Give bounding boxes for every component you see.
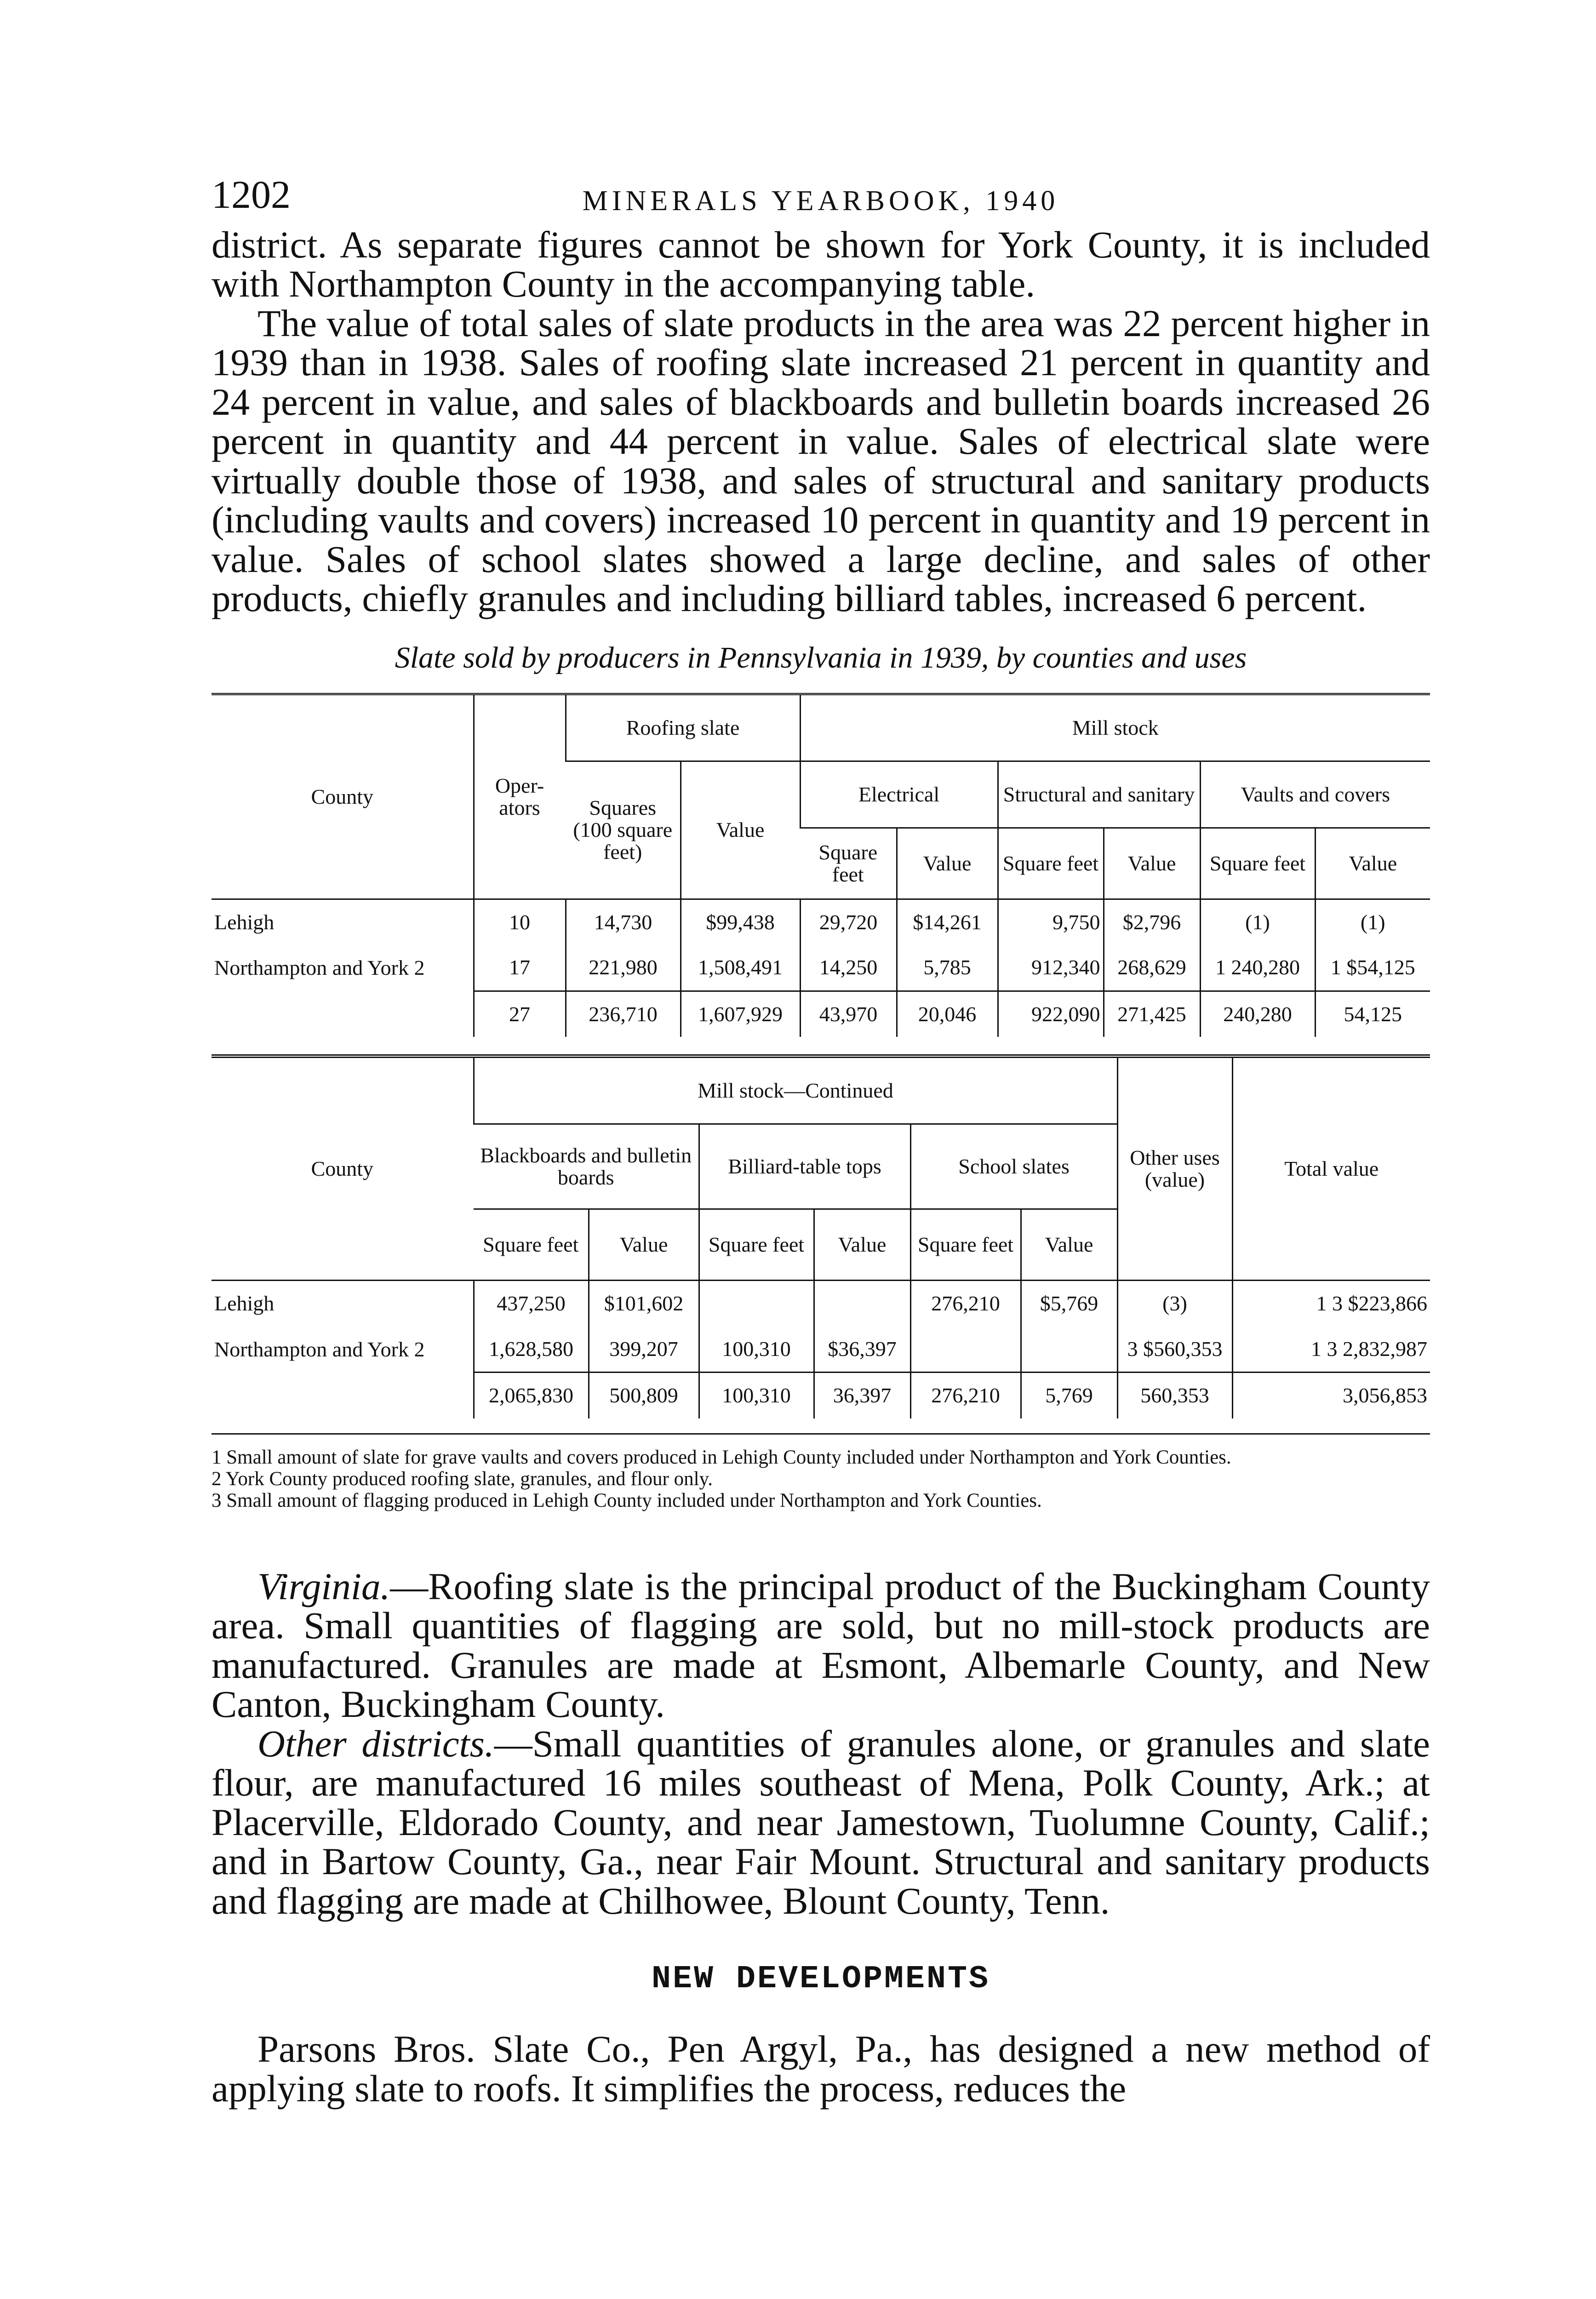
col-ss-value: Value [1021,1209,1117,1281]
row-roof-value: 1,607,929 [681,991,800,1037]
row-operators: 17 [474,945,566,991]
col-blackboards: Blackboards and bulletin boards [474,1124,699,1209]
col-vaults: Vaults and covers [1200,761,1430,828]
row-total: 1 3 $223,866 [1232,1281,1430,1327]
virginia-text: —Roofing slate is the principal product of the Buckingham County area. Small quantities of flagging are sold, but no mill-stock products are manufactured. Granules are made at Esmont, Albemarle County, and New Canton, Buckingham County. [212,1565,1430,1726]
page-header [212,172,1430,225]
slate-table-part-2 [212,1058,1430,1418]
footnote-2: 2 York County produced roofing slate, granules, and flour only. [212,1468,713,1490]
new-developments-paragraph [212,2030,1430,2108]
row-struct-value: 268,629 [1104,945,1200,991]
row-elec-value: 5,785 [897,945,998,991]
row-bt-value: 36,397 [814,1373,910,1418]
table-row [212,899,1430,945]
new-developments-text: Parsons Bros. Slate Co., Pen Argyl, Pa., has designed a new method of applying slate to roofs. It simplifies the process, reduces the [212,2028,1430,2110]
col-bb-value: Value [589,1209,699,1281]
row-bt-sqft: 100,310 [699,1327,814,1373]
table-total-row [212,991,1430,1037]
row-vault-sqft: 1 240,280 [1200,945,1315,991]
row-other: 560,353 [1117,1373,1232,1418]
row-other: 3 $560,353 [1117,1327,1232,1373]
row-vault-sqft: 240,280 [1200,991,1315,1037]
row-county: Lehigh [214,1292,275,1315]
col-total-value: Total value [1232,1058,1430,1281]
col-bt-sqft: Square feet [699,1209,814,1281]
col-bb-sqft: Square feet [474,1209,589,1281]
row-struct-sqft: 922,090 [998,991,1104,1037]
row-struct-sqft: 912,340 [998,945,1104,991]
col-mill-stock: Mill stock [800,694,1430,761]
running-title: MINERALS YEARBOOK, 1940 [582,185,1059,217]
slate-table-part-1 [212,693,1430,1037]
row-roof-value: 1,508,491 [681,945,800,991]
row-county [212,1373,474,1418]
row-vault-sqft: (1) [1200,899,1315,945]
footnote-3: 3 Small amount of flagging produced in Lehigh County included under Northampton and York Counties. [212,1490,1042,1512]
row-roof-value: $99,438 [681,899,800,945]
col-county: County [212,694,474,899]
col-elec-sqft: Square feet [800,828,897,899]
row-county: Northampton and York 2 [214,1337,425,1361]
row-elec-sqft: 29,720 [800,899,897,945]
row-elec-sqft: 14,250 [800,945,897,991]
col-struct-value: Value [1104,828,1200,899]
other-districts-paragraph [212,1724,1430,1921]
col-roof-squares: Squares (100 square feet) [566,761,681,899]
row-vault-value: 54,125 [1315,991,1430,1037]
col-ss-sqft: Square feet [910,1209,1021,1281]
footnote-1: 1 Small amount of slate for grave vaults and covers produced in Lehigh County included under Northampton and York Counties. [212,1446,1231,1468]
row-elec-sqft: 43,970 [800,991,897,1037]
col-roofing-slate: Roofing slate [566,694,800,761]
other-districts-text: —Small quantities of granules alone, or granules and slate flour, are manufactured 16 miles southeast of Mena, Polk County, Ark.; at Placerville, Eldorado County, and near Jamestown, Tuolumne County, Calif.; and in Bartow County, Ga., near Fair Mount. Structural and sanitary products and flagging are made at Chilhowee, Blount County, Tenn. [212,1722,1430,1922]
row-struct-value: $2,796 [1104,899,1200,945]
row-total: 1 3 2,832,987 [1232,1327,1430,1373]
table-row [212,1327,1430,1373]
intro-paragraph-2-text: The value of total sales of slate products in the area was 22 percent higher in 1939 than in 1938. Sales of roofing slate increased 21 percent in quantity and 24 percent in value, and sales of blackboards and bulletin boards increased 26 percent in quantity and 44 percent in value. Sales of electrical slate were virtually double those of 1938, and sales of structural and sanitary products (including vaults and covers) increased 10 percent in quantity and 19 percent in value. Sales of school slates showed a large decline, and sales of other products, chiefly granules and including billiard tables, increased 6 percent. [212,302,1430,620]
col-roof-value: Value [681,761,800,899]
virginia-paragraph [212,1567,1430,1724]
row-ss-sqft: 276,210 [910,1281,1021,1327]
col-bt-value: Value [814,1209,910,1281]
row-operators: 10 [474,899,566,945]
row-elec-value: 20,046 [897,991,998,1037]
row-county: Lehigh [214,910,275,934]
row-bb-value: $101,602 [589,1281,699,1327]
table-row [212,1281,1430,1327]
row-elec-value: $14,261 [897,899,998,945]
row-bt-value: $36,397 [814,1327,910,1373]
row-bb-value: 500,809 [589,1373,699,1418]
row-operators: 27 [474,991,566,1037]
table-total-row [212,1373,1430,1418]
row-squares: 221,980 [566,945,681,991]
other-districts-label: Other districts. [257,1722,494,1765]
col-school-slates: School slates [910,1124,1117,1209]
col-billiard: Billiard-table tops [699,1124,910,1209]
row-vault-value: (1) [1315,899,1430,945]
col-county: County [212,1058,474,1281]
col-vault-value: Value [1315,828,1430,899]
col-mill-stock-continued: Mill stock—Continued [474,1058,1117,1124]
row-squares: 236,710 [566,991,681,1037]
row-struct-value: 271,425 [1104,991,1200,1037]
col-elec-value: Value [897,828,998,899]
table-separator [212,1054,1430,1058]
intro-paragraph-2 [212,304,1430,618]
row-struct-sqft: 9,750 [998,899,1104,945]
row-vault-value: 1 $54,125 [1315,945,1430,991]
row-bt-sqft [699,1281,814,1327]
row-county [212,991,474,1037]
virginia-label: Virginia. [257,1565,390,1607]
row-total: 3,056,853 [1232,1373,1430,1418]
row-squares: 14,730 [566,899,681,945]
row-bb-sqft: 437,250 [474,1281,589,1327]
row-bb-sqft: 2,065,830 [474,1373,589,1418]
row-ss-value [1021,1327,1117,1373]
col-struct-sqft: Square feet [998,828,1104,899]
row-bb-sqft: 1,628,580 [474,1327,589,1373]
row-ss-value: $5,769 [1021,1281,1117,1327]
row-county: Northampton and York 2 [214,956,425,980]
row-bt-sqft: 100,310 [699,1373,814,1418]
row-ss-sqft [910,1327,1021,1373]
col-operators: Oper-ators [474,694,566,899]
row-ss-value: 5,769 [1021,1373,1117,1418]
col-structural: Structural and sanitary [998,761,1200,828]
table-row [212,945,1430,991]
table-footnotes [212,1433,1430,1512]
table-caption: Slate sold by producers in Pennsylvania in 1939, by counties and uses [395,641,1247,675]
col-electrical: Electrical [800,761,998,828]
section-heading: NEW DEVELOPMENTS [651,1961,990,1998]
page [212,172,1430,2110]
intro-paragraph-1: district. As separate figures cannot be shown for York County, it is included with Northampton County in the accompanying table. [212,223,1430,305]
col-vault-sqft: Square feet [1200,828,1315,899]
row-ss-sqft: 276,210 [910,1373,1021,1418]
row-bb-value: 399,207 [589,1327,699,1373]
page-number: 1202 [212,172,291,217]
row-bt-value [814,1281,910,1327]
row-other: (3) [1117,1281,1232,1327]
col-other-uses: Other uses (value) [1117,1058,1232,1281]
